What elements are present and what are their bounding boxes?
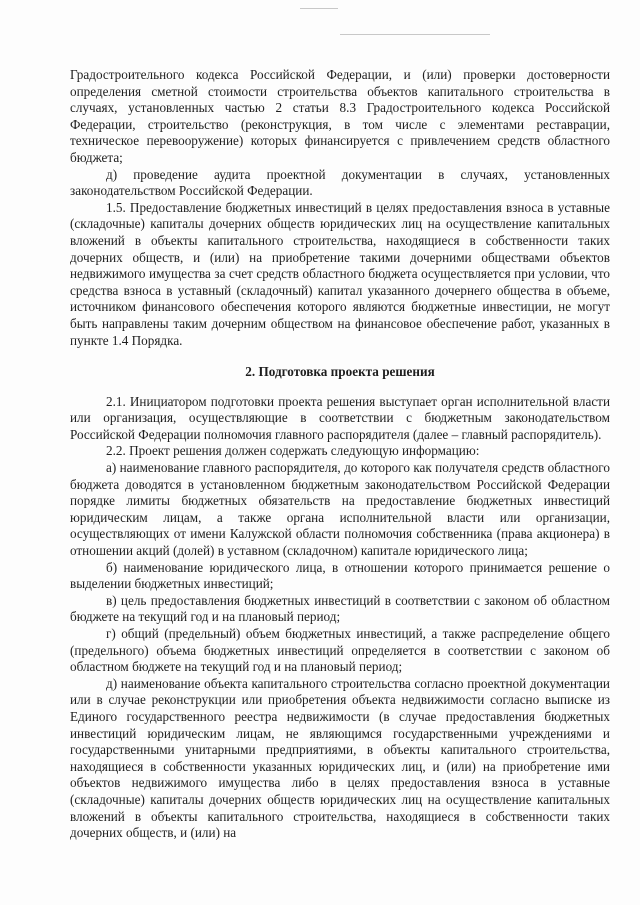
scan-artifact-header bbox=[340, 34, 490, 35]
paragraph-continuation: Градостроительного кодекса Российской Федерации, и (или) проверки достоверности определения сметной стоимости строительства объектов капитального строительства в случаях, установленных частью 2 статьи 8.3 Градостроительного кодекса Российской Федерации, строительство (реконструкция, в том числе с элементами реставрации, техническое перевооружение) которых финансируется с привлечением средств областного бюджета; bbox=[70, 67, 610, 165]
section-heading: 2. Подготовка проекта решения bbox=[245, 364, 435, 380]
list-item-v: в) цель предоставления бюджетных инвестиций в соответствии с законом об областном бюджете на текущий год и на плановый период; bbox=[70, 592, 610, 625]
list-item-d-audit: д) проведение аудита проектной документации в случаях, установленных законодательством Российской Федерации. bbox=[70, 166, 610, 199]
list-item-b: б) наименование юридического лица, в отношении которого принимается решение о выделении бюджетных инвестиций; bbox=[70, 559, 610, 592]
document-body bbox=[70, 67, 610, 842]
paragraph-2-1: 2.1. Инициатором подготовки проекта решения выступает орган исполнительной власти или организация, осуществляющие в соответствии с бюджетным законодательством Российской Федерации полномочия главного распорядителя (далее – главный распорядитель). bbox=[70, 393, 610, 442]
paragraph-2-2: 2.2. Проект решения должен содержать следующую информацию: bbox=[106, 443, 480, 459]
paragraph-1-5: 1.5. Предоставление бюджетных инвестиций в целях предоставления взноса в уставные (складочные) капиталы дочерних обществ юридических лиц на осуществление капитальных вложений в объекты капитального строительства, находящиеся в собственности таких дочерних обществ, и (или) на приобретение такими дочерними обществами объектов недвижимого имущества за счет средств областного бюджета осуществляется при условии, что средства взноса в уставный (складочный) капитал указанного дочернего общества в объеме, источником финансового обеспечения которого являются бюджетные инвестиции, не могут быть направлены таким дочерним обществом на финансовое обеспечение работ, указанных в пункте 1.4 Порядка. bbox=[70, 199, 610, 348]
list-item-d: д) наименование объекта капитального строительства согласно проектной документации или в случае реконструкции или приобретения объекта недвижимости согласно выписке из Единого государственного реестра недвижимости (в случае предоставления бюджетных инвестиций юридическим лицам, не являющимся государственными учреждениями и государственными унитарными предприятиями, в объекты капитального строительства, находящиеся в собственности указанных юридических лиц, и (или) на приобретение ими объектов недвижимого имущества либо в целях предоставления взноса в уставные (складочные) капиталы дочерних обществ юридических лиц на осуществление капитальных вложений в объекты капитального строительства, находящиеся в собственности таких дочерних обществ, и (или) на bbox=[70, 675, 610, 841]
scan-artifact-top bbox=[300, 8, 338, 9]
list-item-a: а) наименование главного распорядителя, до которого как получателя средств областного бюджета доводятся в установленном бюджетным законодательством Российской Федерации порядке лимиты бюджетных обязательств на предоставление бюджетных инвестиций юридическим лицам, а также органа исполнительной власти или организации, осуществляющих от имени Калужской области полномочия собственника (права акционера) в отношении акций (долей) в уставном (складочном) капитале юридического лица; bbox=[70, 460, 610, 559]
list-item-g: г) общий (предельный) объем бюджетных инвестиций, а также распределение общего (предельного) объема бюджетных инвестиций определяется в соответствии с законом об областном бюджете на текущий год и на плановый период; bbox=[70, 626, 610, 675]
